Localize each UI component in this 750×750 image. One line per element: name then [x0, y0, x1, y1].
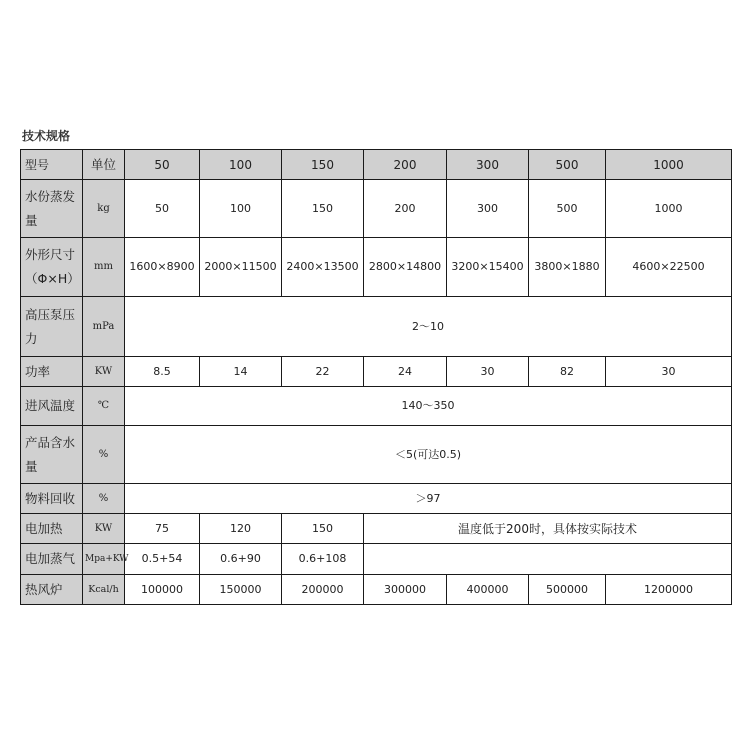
table-row-dimensions — [21, 238, 732, 297]
cell-value: 0.6+108 — [282, 544, 364, 575]
row-unit: kg — [83, 180, 125, 238]
table-row-inlet-temp — [21, 387, 732, 426]
row-unit: mm — [83, 238, 125, 297]
row-unit: KW — [83, 514, 125, 544]
header-unit: 单位 — [83, 150, 125, 180]
cell-value: 1000 — [606, 180, 732, 238]
cell-value: 2～10 — [125, 297, 732, 357]
header-model: 50 — [125, 150, 200, 180]
cell-value: 8.5 — [125, 357, 200, 387]
cell-value: 75 — [125, 514, 200, 544]
cell-value: 150 — [282, 514, 364, 544]
cell-value: 30 — [447, 357, 529, 387]
row-label: 外形尺寸（Φ×H） — [21, 238, 83, 297]
cell-value: ＜5(可达0.5) — [125, 426, 732, 484]
table-row-power — [21, 357, 732, 387]
cell-value: 3800×1880 — [529, 238, 606, 297]
cell-note: 温度低于200时，具体按实际技术 — [364, 514, 732, 544]
cell-value: 150000 — [200, 575, 282, 605]
row-label: 功率 — [21, 357, 83, 387]
header-model: 300 — [447, 150, 529, 180]
header-label: 型号 — [21, 150, 83, 180]
cell-value: 120 — [200, 514, 282, 544]
cell-value: 150 — [282, 180, 364, 238]
row-unit: ℃ — [83, 387, 125, 426]
cell-value: 2400×13500 — [282, 238, 364, 297]
header-model: 500 — [529, 150, 606, 180]
row-label: 产品含水量 — [21, 426, 83, 484]
cell-value: 0.5+54 — [125, 544, 200, 575]
cell-value: 100000 — [125, 575, 200, 605]
header-model: 200 — [364, 150, 447, 180]
table-row-moisture — [21, 426, 732, 484]
table-row-hot-air-stove — [21, 575, 732, 605]
cell-value: 200000 — [282, 575, 364, 605]
header-model: 100 — [200, 150, 282, 180]
cell-value: 140～350 — [125, 387, 732, 426]
row-unit: mPa — [83, 297, 125, 357]
cell-value: 50 — [125, 180, 200, 238]
row-label: 热风炉 — [21, 575, 83, 605]
cell-value: 24 — [364, 357, 447, 387]
row-label: 高压泵压力 — [21, 297, 83, 357]
cell-value: 30 — [606, 357, 732, 387]
row-unit: Kcal/h — [83, 575, 125, 605]
spec-title: 技术规格 — [22, 129, 71, 143]
cell-value: 100 — [200, 180, 282, 238]
cell-value: 2000×11500 — [200, 238, 282, 297]
table-row-recovery — [21, 484, 732, 514]
cell-value: 0.6+90 — [200, 544, 282, 575]
cell-value: 82 — [529, 357, 606, 387]
table-row-pressure — [21, 297, 732, 357]
cell-value: 1200000 — [606, 575, 732, 605]
table-row-electric-heat — [21, 514, 732, 544]
row-unit: Mpa+KW — [83, 544, 125, 575]
row-label: 进风温度 — [21, 387, 83, 426]
cell-value: 1600×8900 — [125, 238, 200, 297]
row-label: 电加蒸气 — [21, 544, 83, 575]
header-model: 1000 — [606, 150, 732, 180]
table-row-header — [21, 150, 732, 180]
cell-empty — [364, 544, 732, 575]
table-row-evaporation — [21, 180, 732, 238]
cell-value: 400000 — [447, 575, 529, 605]
row-unit: % — [83, 484, 125, 514]
cell-value: 3200×15400 — [447, 238, 529, 297]
row-unit: % — [83, 426, 125, 484]
cell-value: 22 — [282, 357, 364, 387]
row-unit: KW — [83, 357, 125, 387]
cell-value: 300000 — [364, 575, 447, 605]
cell-value: 200 — [364, 180, 447, 238]
cell-value: 300 — [447, 180, 529, 238]
cell-value: 2800×14800 — [364, 238, 447, 297]
row-label: 水份蒸发量 — [21, 180, 83, 238]
header-model: 150 — [282, 150, 364, 180]
cell-value: 500 — [529, 180, 606, 238]
spec-table — [20, 149, 732, 605]
cell-value: ＞97 — [125, 484, 732, 514]
row-label: 物料回收 — [21, 484, 83, 514]
cell-value: 500000 — [529, 575, 606, 605]
table-row-electric-steam — [21, 544, 732, 575]
row-label: 电加热 — [21, 514, 83, 544]
cell-value: 4600×22500 — [606, 238, 732, 297]
cell-value: 14 — [200, 357, 282, 387]
